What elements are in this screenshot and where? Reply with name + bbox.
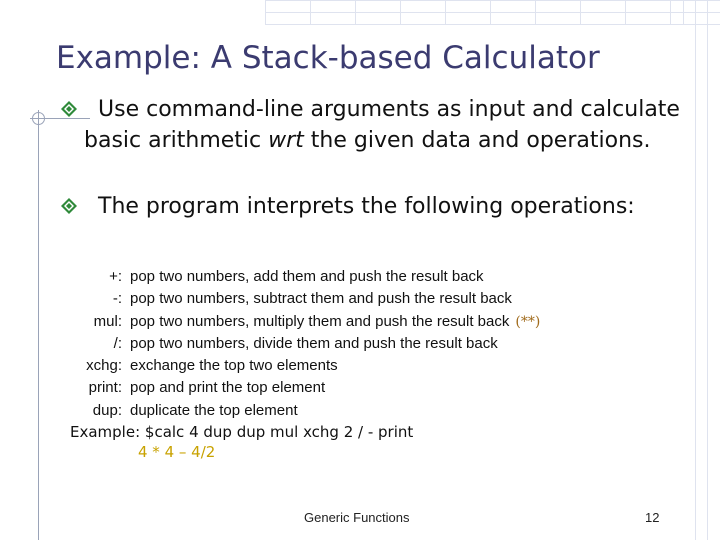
operations-list xyxy=(72,266,540,422)
operation-row xyxy=(72,266,540,288)
operation-description: pop two numbers, subtract them and push the result back xyxy=(130,290,512,308)
bullet-1-text-end: the given data and operations. xyxy=(303,128,651,153)
diamond-bullet-icon xyxy=(60,197,78,215)
operation-row xyxy=(72,288,540,310)
slide-title: Example: A Stack-based Calculator xyxy=(56,40,600,76)
bullet-2 xyxy=(60,191,680,222)
bullet-1-italic: wrt xyxy=(268,128,304,153)
operation-key: dup: xyxy=(92,401,122,419)
bullet-1 xyxy=(60,94,680,156)
diamond-bullet-icon xyxy=(60,100,78,118)
operation-row xyxy=(72,311,540,333)
example-formula: 4 * 4 – 4/2 xyxy=(138,443,216,461)
operation-description: pop two numbers, divide them and push the result back xyxy=(130,334,498,352)
operation-key: +: xyxy=(109,268,122,285)
operation-row xyxy=(72,355,540,377)
operation-note: (**) xyxy=(515,313,541,330)
bullet-2-text: The program interprets the following operations: xyxy=(98,194,635,219)
bullet-1-text: Use command-line arguments as input and calculate basic arithmetic xyxy=(84,97,680,153)
operation-description: pop two numbers, multiply them and push the result back xyxy=(130,312,510,330)
operation-row xyxy=(72,333,540,355)
operation-row xyxy=(72,400,540,422)
operation-description: pop and print the top element xyxy=(130,379,326,397)
operation-key: mul: xyxy=(93,312,122,330)
example-command: Example: $calc 4 dup dup mul xchg 2 / - print xyxy=(70,423,414,441)
footer-title: Generic Functions xyxy=(304,510,410,525)
operation-key: -: xyxy=(112,290,122,308)
operation-key: /: xyxy=(113,334,122,352)
operation-description: duplicate the top element xyxy=(130,401,298,419)
operation-key: xchg: xyxy=(86,357,122,375)
page-number: 12 xyxy=(645,510,660,525)
operation-description: pop two numbers, add them and push the result back xyxy=(130,268,484,285)
operation-description: exchange the top two elements xyxy=(130,357,338,375)
operation-key: print: xyxy=(88,379,122,397)
operation-row xyxy=(72,377,540,399)
